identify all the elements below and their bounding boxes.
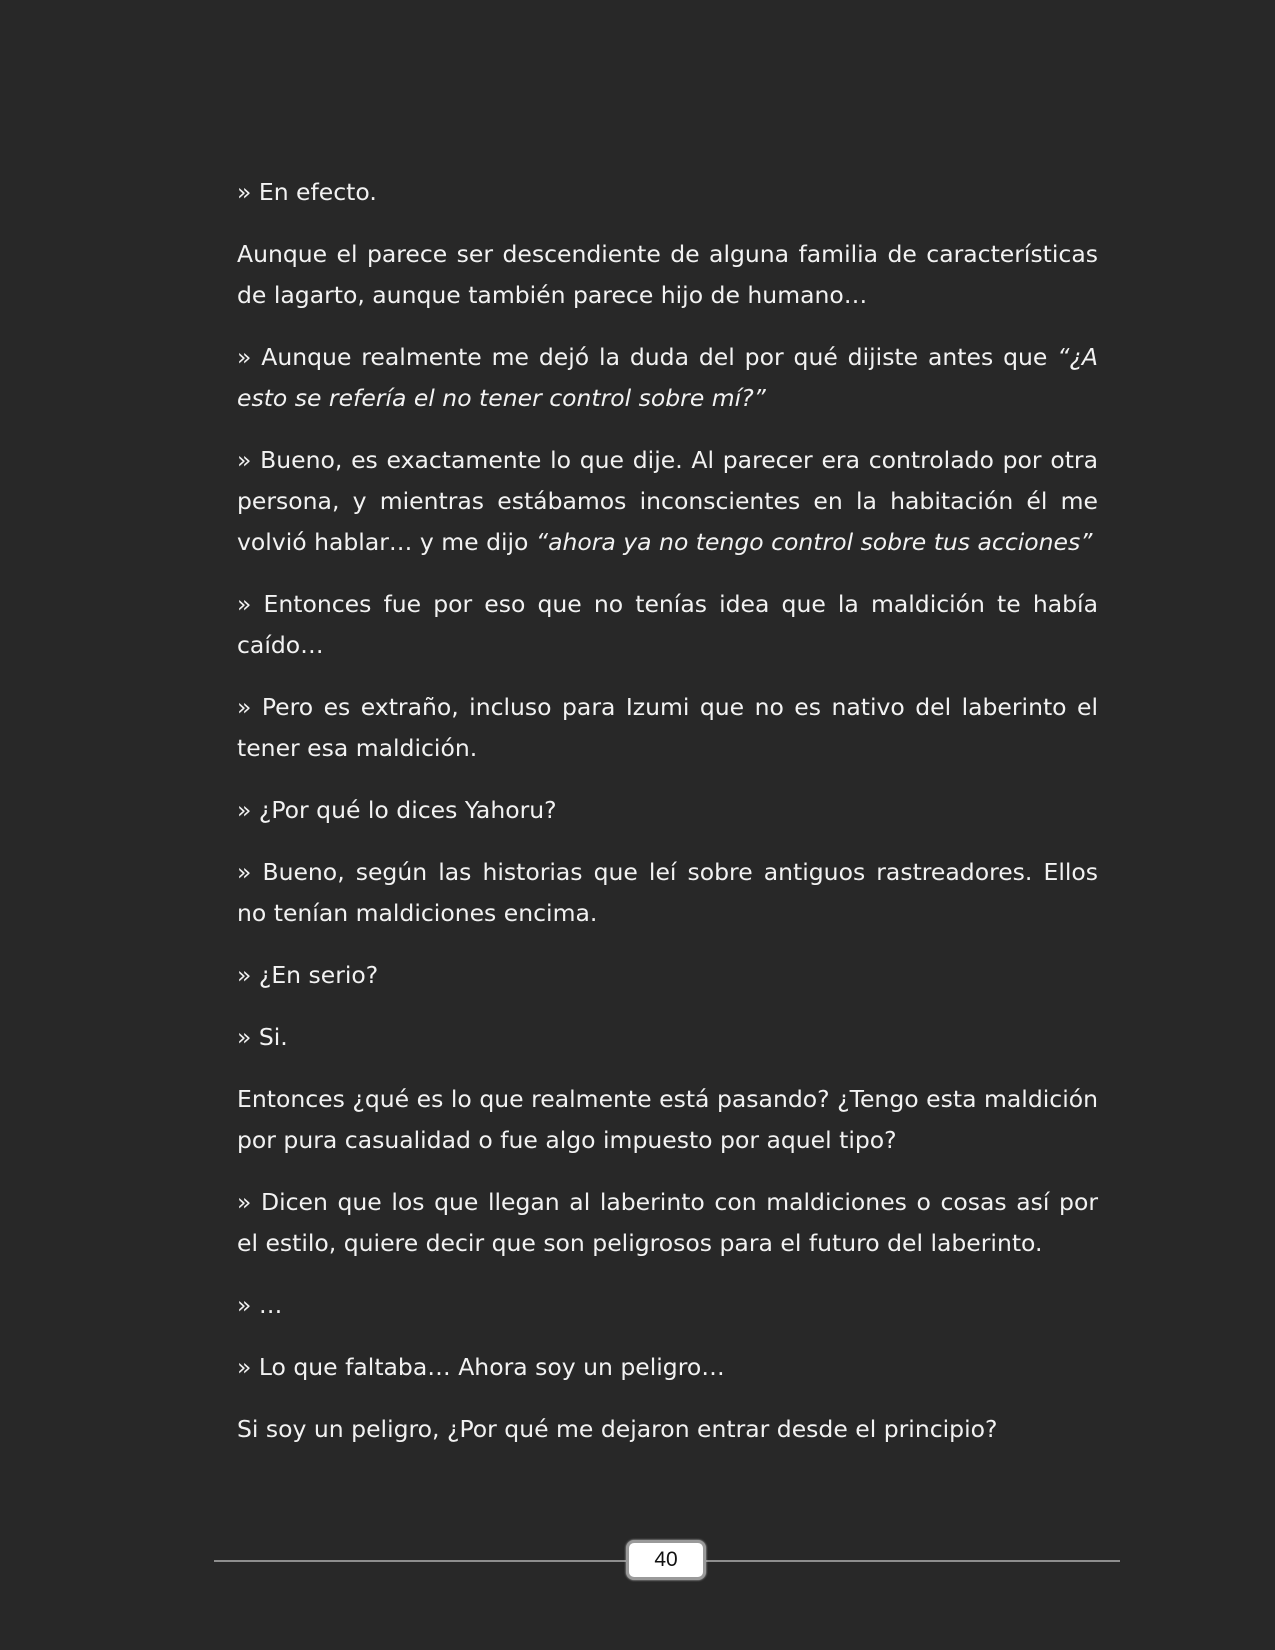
paragraph: » Lo que faltaba… Ahora soy un peligro…	[237, 1353, 725, 1381]
paragraph: » ¿En serio?	[237, 961, 379, 989]
paragraph: » Dicen que los que llegan al laberinto con maldiciones o cosas así por el estilo, quiere decir que son peligrosos para el futuro del laberinto.	[237, 1188, 1098, 1257]
paragraph: » …	[237, 1291, 283, 1319]
paragraph: » En efecto.	[237, 178, 377, 206]
footer-divider-right	[706, 1560, 1120, 1562]
document-body	[237, 172, 1098, 1471]
paragraph-italic-quote: “¿A esto se refería el no tener control sobre mí?”	[237, 343, 1098, 412]
paragraph: Si soy un peligro, ¿Por qué me dejaron entrar desde el principio?	[237, 1415, 998, 1443]
page-number-badge: 40	[626, 1540, 706, 1580]
paragraph-text: » Aunque realmente me dejó la duda del por qué dijiste antes que	[237, 343, 1058, 371]
paragraph-italic-quote: “ahora ya no tengo control sobre tus acciones”	[535, 528, 1093, 556]
paragraph: » Bueno, según las historias que leí sobre antiguos rastreadores. Ellos no tenían maldiciones encima.	[237, 858, 1098, 927]
paragraph: » Entonces fue por eso que no tenías idea que la maldición te había caído…	[237, 590, 1098, 659]
paragraph	[237, 440, 1098, 563]
paragraph-text: » Bueno, es exactamente lo que dije. Al parecer era controlado por otra persona, y mientras estábamos inconscientes en la habitación él me volvió hablar… y me dijo	[237, 446, 1098, 556]
paragraph: Entonces ¿qué es lo que realmente está pasando? ¿Tengo esta maldición por pura casualidad o fue algo impuesto por aquel tipo?	[237, 1085, 1098, 1154]
footer-divider-left	[214, 1560, 626, 1562]
paragraph: » Si.	[237, 1023, 288, 1051]
paragraph: Aunque el parece ser descendiente de alguna familia de características de lagarto, aunque también parece hijo de humano…	[237, 240, 1098, 309]
paragraph	[237, 337, 1098, 419]
paragraph: » Pero es extraño, incluso para Izumi que no es nativo del laberinto el tener esa maldición.	[237, 693, 1098, 762]
paragraph: » ¿Por qué lo dices Yahoru?	[237, 796, 557, 824]
